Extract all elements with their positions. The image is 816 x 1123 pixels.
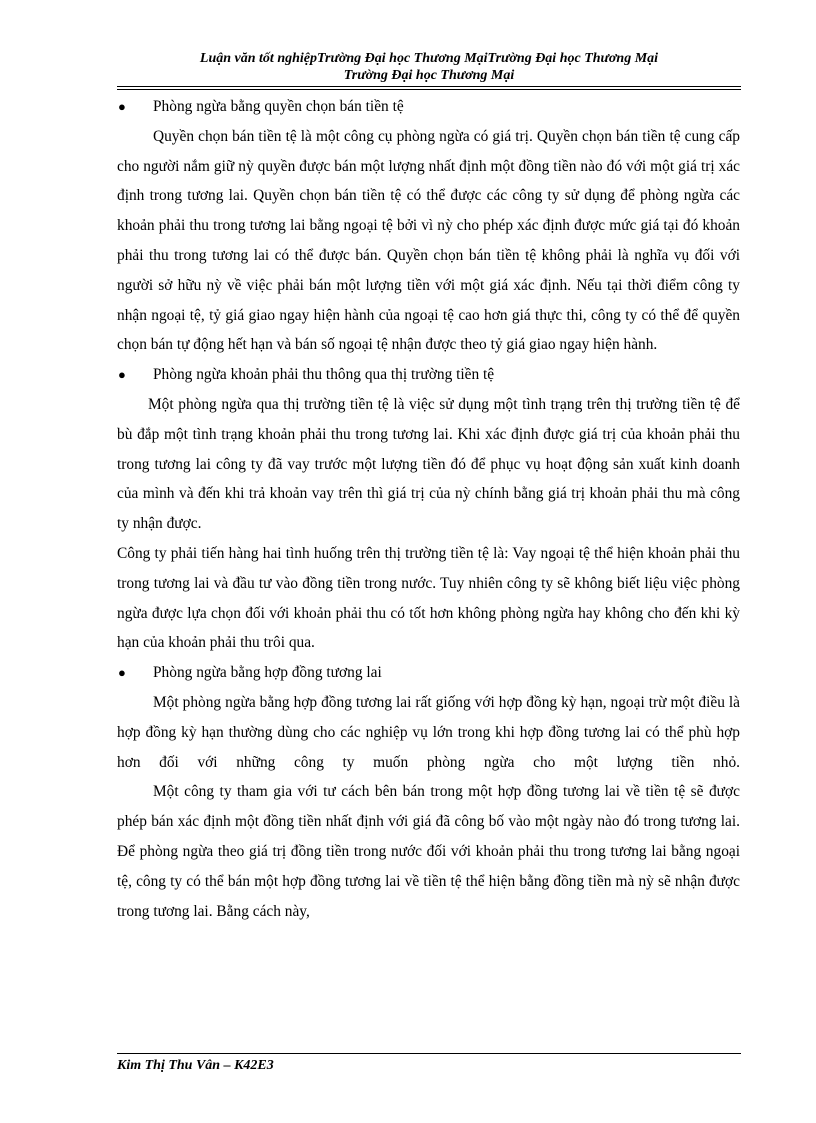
bullet-icon: ●: [118, 665, 126, 681]
bullet-item-money-market: [117, 360, 740, 390]
header-rule-thick: [117, 89, 741, 90]
paragraph-futures-intro: Một phòng ngừa bằng hợp đồng tương lai rất giống với hợp đồng kỳ hạn, ngoại trừ một điều là hợp đồng kỳ hạn thường dùng cho các nghiệp vụ lớn trong khi hợp đồng tương lai có thể phù hợp hơn đối với những công ty muốn phòng ngừa cho một lượng tiền nhỏ.: [117, 693, 740, 771]
paragraph-put-option: Quyền chọn bán tiền tệ là một công cụ phòng ngừa có giá trị. Quyền chọn bán tiền tệ cung cấp cho người nắm giữ nỳ quyền được bán một lượng nhất định một đồng tiền nào đó với một giá trị xác định trong tương lai. Quyền chọn bán tiền tệ có thể được các công ty sử dụng để phòng ngừa các khoản phải thu trong tương lai bằng ngoại tệ bởi vì nỳ cho phép xác định được mức giá tại đó khoản phải thu trong tương lai có thể được bán. Quyền chọn bán tiền tệ không phải là nghĩa vụ đối với người sở hữu nỳ về việc phải bán một lượng tiền với một giá xác định. Nếu tại thời điểm công ty nhận ngoại tệ, tỷ giá giao ngay hiện hành của ngoại tệ cao hơn giá thực thi, công ty có thể để quyền chọn bán tự động hết hạn và bán số ngoại tệ nhận được theo tỷ giá giao ngay hiện hành.: [117, 127, 740, 354]
footer-rule: [117, 1053, 741, 1054]
paragraph-futures-detail: Một công ty tham gia với tư cách bên bán trong một hợp đồng tương lai về tiền tệ sẽ được phép bán xác định một đồng tiền nhất định với giá đã công bố vào một ngày nào đó trong tương lai. Để phòng ngừa theo giá trị đồng tiền trong nước đối với khoản phải thu trong tương lai bằng ngoại tệ, công ty có thể bán một hợp đồng tương lai về tiền tệ thể hiện bằng đồng tiền mà nỳ sẽ nhận được trong tương lai. Bằng cách này,: [117, 783, 740, 920]
page-header: [117, 50, 741, 84]
bullet-text: Phòng ngừa khoản phải thu thông qua thị trường tiền tệ: [153, 366, 495, 384]
paragraph-two-steps: Công ty phải tiến hàng hai tình huống trên thị trường tiền tệ là: Vay ngoại tệ thể hiện khoản phải thu trong tương lai và đầu tư vào đồng tiền trong nước. Tuy nhiên công ty sẽ không biết liệu việc phòng ngừa được lựa chọn đối với khoản phải thu có tốt hơn không phòng ngừa hay không cho đến khi kỳ hạn của khoản phải thu trôi qua.: [117, 544, 740, 652]
footer-author: Kim Thị Thu Vân – K42E3: [117, 1058, 274, 1073]
paragraph-money-market: Một phòng ngừa qua thị trường tiền tệ là việc sử dụng một tình trạng trên thị trường tiền tệ để bù đắp một tình trạng khoản phải thu trong tương lai. Khi xác định được giá trị của khoản phải thu trong tương lai công ty đã vay trước một lượng tiền đó để phục vụ hoạt động sản xuất kinh doanh của mình và đến khi trả khoản vay trên thì giá trị của nỳ chính bằng giá trị khoản phải thu mà công ty nhận được.: [117, 395, 740, 533]
bullet-item-futures: [117, 658, 740, 688]
bullet-text: Phòng ngừa bằng quyền chọn bán tiền tệ: [153, 98, 404, 115]
bullet-icon: ●: [118, 99, 126, 114]
header-line-2: Trường Đại học Thương Mại: [343, 68, 515, 83]
header-line-1: Luận văn tốt nghiệpTrường Đại học Thương MạiTrường Đại học Thương Mại: [199, 51, 659, 66]
bullet-icon: ●: [118, 367, 126, 383]
document-body: [117, 92, 740, 926]
header-rule-thin: [117, 86, 741, 87]
bullet-text: Phòng ngừa bằng hợp đồng tương lai: [153, 664, 382, 682]
bullet-item-put-option: [117, 92, 740, 122]
